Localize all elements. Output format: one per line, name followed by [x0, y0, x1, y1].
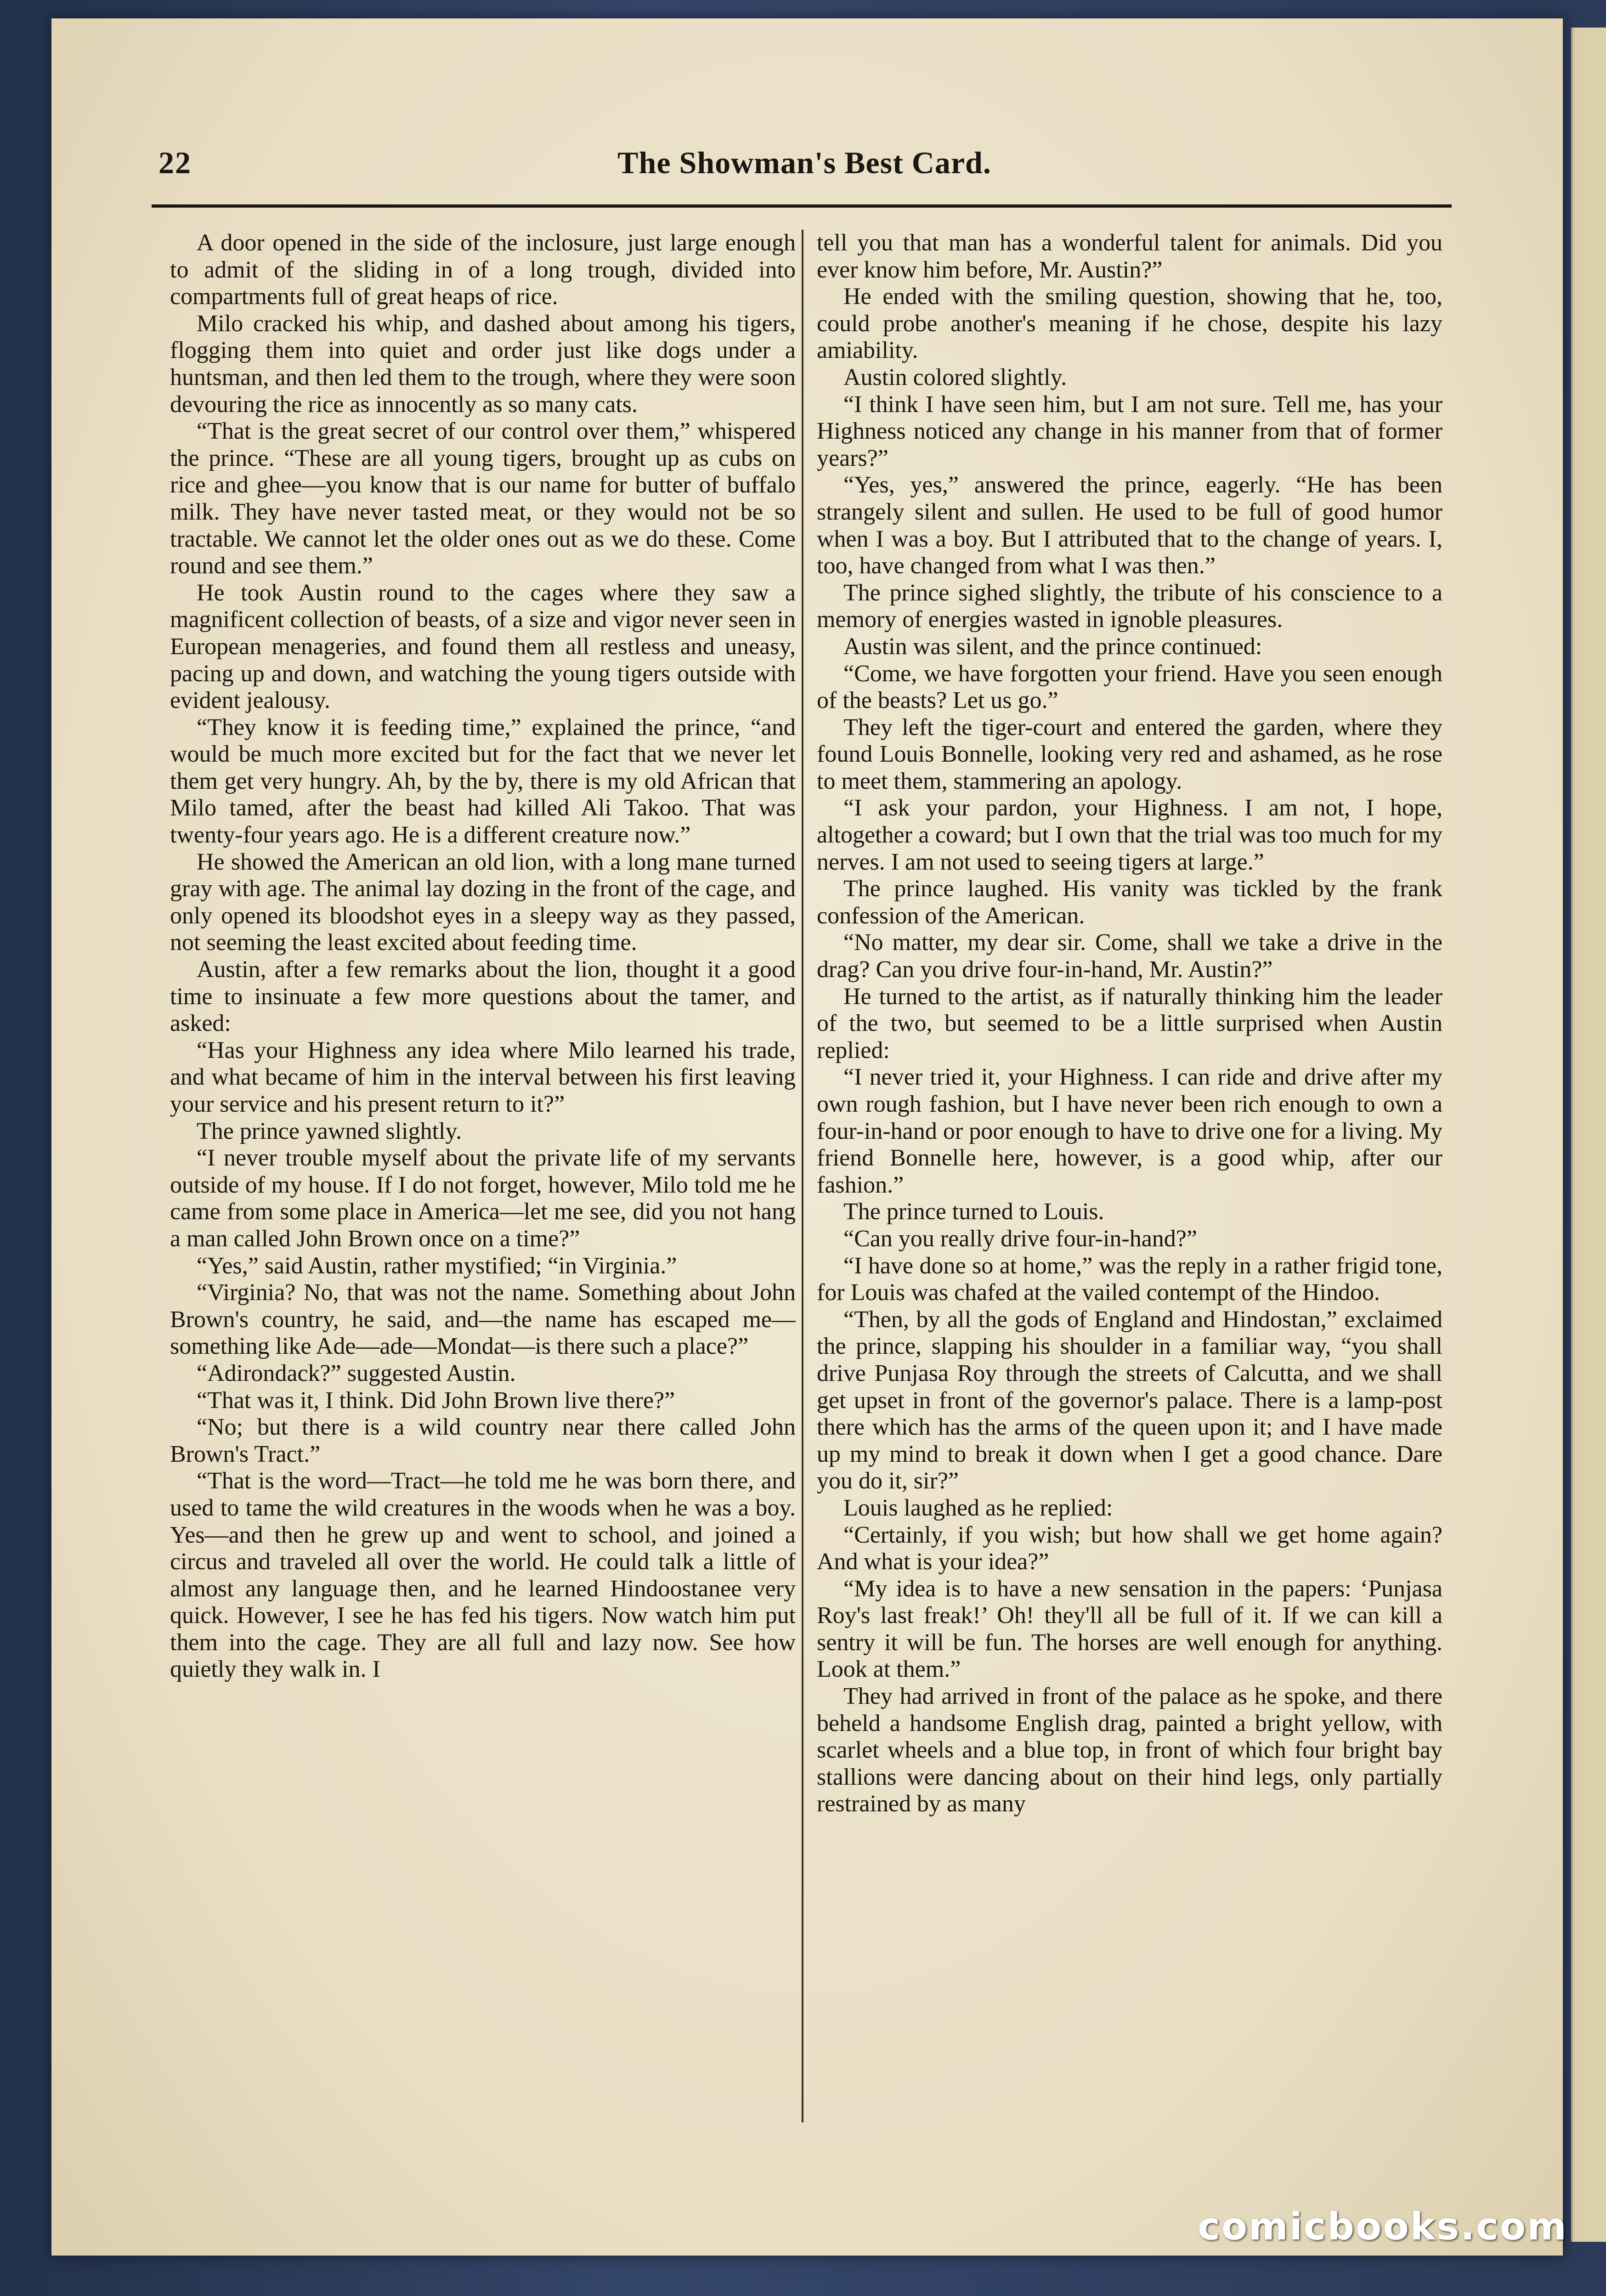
paragraph: “Yes,” said Austin, rather mystified; “in Virginia.”: [197, 1252, 677, 1279]
column-divider: [802, 230, 803, 2122]
site-watermark: comicbooks.com: [1198, 2205, 1568, 2249]
paragraph: “I never trouble myself about the private life of my servants outside of my house. If I do not forget, however, Milo told me he came from some place in America—let me see, did you not hang a man called John Brown once on a time?”: [170, 1145, 796, 1252]
paragraph: “Certainly, if you wish; but how shall we get home again? And what is your idea?”: [817, 1521, 1442, 1575]
paragraph: “I think I have seen him, but I am not sure. Tell me, has your Highness noticed any change in his manner from that of former years?”: [817, 391, 1442, 471]
right-column: [817, 230, 1442, 2127]
paragraph: “Has your Highness any idea where Milo learned his trade, and what became of him in the interval between his first leaving your service and his present return to it?”: [170, 1037, 796, 1117]
paragraph: “That is the great secret of our control over them,” whispered the prince. “These are all young tigers, brought up as cubs on rice and ghee—you know that is our name for butter of buffalo milk. They have never tasted meat, or they would not be so tractable. We cannot let the older ones out as we do these. Come round and see them.”: [170, 418, 796, 579]
header-rule: [152, 204, 1452, 208]
running-title: The Showman's Best Card.: [617, 145, 991, 180]
paragraph: “I have done so at home,” was the reply in a rather frigid tone, for Louis was chafed at the vailed contempt of the Hindoo.: [817, 1252, 1442, 1306]
paragraph: “Can you really drive four-in-hand?”: [843, 1225, 1197, 1252]
paragraph: “They know it is feeding time,” explained the prince, “and would be much more excited but for the fact that we never let them get very hungry. Ah, by the by, there is my old African that Milo tamed, after the beast had killed Ali Takoo. That was twenty-four years ago. He is a different creature now.”: [170, 714, 796, 848]
paragraph: He showed the American an old lion, with a long mane turned gray with age. The animal lay dozing in the front of the cage, and only opened its bloodshot eyes in a sleepy way as they passed, not seeming the least excited about feeding time.: [170, 848, 796, 956]
paragraph: “No; but there is a wild country near there called John Brown's Tract.”: [170, 1414, 796, 1467]
paragraph: “Then, by all the gods of England and Hindostan,” exclaimed the prince, slapping his shoulder in a familiar way, “you shall drive Punjasa Roy through the streets of Calcutta, and we shall get upset in front of the governor's palace. There is a lamp-post there which has the arms of the queen upon it; and I have made up my mind to break it down when I get a good chance. Dare you do it, sir?”: [817, 1306, 1442, 1494]
paragraph: The prince turned to Louis.: [843, 1199, 1104, 1225]
paragraph: The prince sighed slightly, the tribute of his conscience to a memory of energies wasted in ignoble pleasures.: [817, 579, 1442, 633]
page-header: [158, 145, 1450, 191]
paragraph: “I never tried it, your Highness. I can ride and drive after my own rough fashion, but I have never been rich enough to own a four-in-hand or poor enough to have to drive one for a living. My friend Bonnelle here, however, is a good whip, after our fashion.”: [817, 1064, 1442, 1198]
paragraph: “Come, we have forgotten your friend. Have you seen enough of the beasts? Let us go.”: [817, 660, 1442, 714]
paragraph: “That is the word—Tract—he told me he was born there, and used to tame the wild creatures in the woods when he was a boy. Yes—and then he grew up and went to school, and joined a circus and traveled all over the world. He could talk a little of almost any language then, and he learned Hindoostanee very quick. However, I see he has fed his tigers. Now watch him put them into the cage. They are all full and lazy now. See how quietly they walk in. I: [170, 1468, 796, 1683]
paragraph: “Yes, yes,” answered the prince, eagerly. “He has been strangely silent and sullen. He used to be full of good humor when I was a boy. But I attributed that to the change of years. I, too, have changed from what I was then.”: [817, 472, 1442, 579]
paragraph: The prince laughed. His vanity was tickled by the frank confession of the American.: [817, 876, 1442, 929]
left-column: [170, 230, 796, 2127]
paragraph: Louis laughed as he replied:: [843, 1494, 1113, 1521]
paragraph: He turned to the artist, as if naturally thinking him the leader of the two, but seemed to be a little surprised when Austin replied:: [817, 983, 1442, 1063]
paragraph: Milo cracked his whip, and dashed about among his tigers, flogging them into quiet and order just like dogs under a huntsman, and then led them to the trough, where they were soon devouring the rice as innocently as so many cats.: [170, 310, 796, 418]
paragraph: The prince yawned slightly.: [197, 1118, 462, 1144]
paragraph: They left the tiger-court and entered the garden, where they found Louis Bonnelle, looking very red and ashamed, as he rose to meet them, stammering an apology.: [817, 714, 1442, 794]
paragraph: “I ask your pardon, your Highness. I am not, I hope, altogether a coward; but I own that the trial was too much for my nerves. I am not used to seeing tigers at large.”: [817, 795, 1442, 875]
paragraph: “Adirondack?” suggested Austin.: [197, 1360, 516, 1386]
paragraph: Austin was silent, and the prince continued:: [843, 633, 1262, 660]
paragraph: “No matter, my dear sir. Come, shall we take a drive in the drag? Can you drive four-in-hand, Mr. Austin?”: [817, 929, 1442, 983]
paragraph: Austin colored slightly.: [843, 364, 1067, 390]
paragraph-continued: tell you that man has a wonderful talent for animals. Did you ever know him before, Mr. Austin?”: [817, 230, 1442, 283]
adjacent-page-edge: [1571, 28, 1606, 2242]
page-number: 22: [158, 145, 192, 180]
paragraph: A door opened in the side of the inclosure, just large enough to admit of the sliding in of a long trough, divided into compartments full of great heaps of rice.: [170, 230, 796, 310]
paragraph: “That was it, I think. Did John Brown live there?”: [197, 1387, 675, 1414]
paragraph: He ended with the smiling question, showing that he, too, could probe another's meaning if he chose, despite his lazy amiability.: [817, 283, 1442, 364]
paragraph: They had arrived in front of the palace as he spoke, and there beheld a handsome English drag, painted a bright yellow, with scarlet wheels and a blue top, in front of which four bright bay stallions were dancing about on their hind legs, only partially restrained by as many: [817, 1683, 1442, 1817]
paragraph: Austin, after a few remarks about the lion, thought it a good time to insinuate a few more questions about the tamer, and asked:: [170, 956, 796, 1037]
paragraph: “My idea is to have a new sensation in the papers: ‘Punjasa Roy's last freak!’ Oh! they'll all be full of it. If we can kill a sentry it will be fun. The horses are well enough for anything. Look at them.”: [817, 1575, 1442, 1683]
paragraph: “Virginia? No, that was not the name. Something about John Brown's country, he said, and—the name has escaped me—something like Ade—ade—Mondat—is there such a place?”: [170, 1279, 796, 1360]
paragraph: He took Austin round to the cages where they saw a magnificent collection of beasts, of a size and vigor never seen in European menageries, and found them all restless and uneasy, pacing up and down, and watching the young tigers outside with evident jealousy.: [170, 579, 796, 714]
